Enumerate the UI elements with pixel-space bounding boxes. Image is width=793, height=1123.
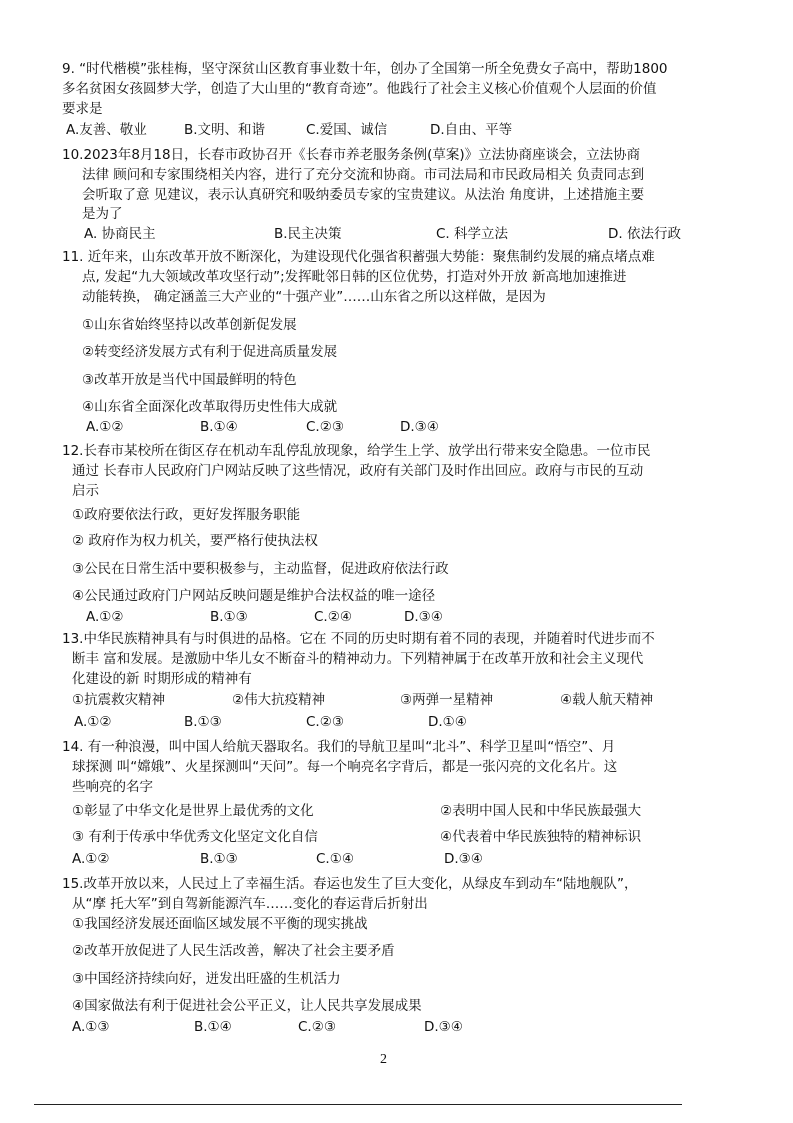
- option-b: B.①④: [200, 419, 238, 435]
- statement-item: ①政府要依法行政，更好发挥服务职能: [72, 507, 301, 523]
- question-stem-line: 些响亮的名字: [72, 779, 153, 795]
- option-a: A. 协商民主: [84, 226, 156, 242]
- option-b: B.文明、和谐: [184, 122, 266, 138]
- question-stem-line: 多名贫困女孩圆梦大学，创造了大山里的“教育奇迹”。他践行了社会主义核心价值观个人层面的价值: [62, 81, 657, 97]
- question-stem-line: 12.长春市某校所在街区存在机动车乱停乱放现象，给学生上学、放学出行带来安全隐患。一位市民: [62, 443, 651, 459]
- option-a: A.①③: [72, 1019, 110, 1035]
- option-c: C.爱国、诚信: [306, 122, 388, 138]
- option-d: D.③④: [400, 419, 439, 435]
- statement-item: ④代表着中华民族独特的精神标识: [440, 829, 642, 845]
- question-stem-line: 动能转换， 确定涵盖三大产业的“十强产业”……山东省之所以这样做，是因为: [82, 289, 546, 305]
- option-d: D.③④: [424, 1019, 463, 1035]
- option-c: C.①④: [316, 851, 354, 867]
- statement-item: ④国家做法有利于促进社会公平正义，让人民共享发展成果: [72, 998, 422, 1014]
- statement-item: ④公民通过政府门户网站反映问题是维护合法权益的唯一途径: [72, 588, 436, 604]
- statement-item: ③ 有利于传承中华优秀文化坚定文化自信: [72, 829, 318, 845]
- option-c: C.②③: [298, 1019, 336, 1035]
- footer-divider: [34, 1104, 682, 1105]
- question-stem-line: 13.中华民族精神具有与时俱进的品格。它在 不同的历史时期有着不同的表现，并随着时代进步而不: [62, 631, 655, 647]
- statement-item: ③中国经济持续向好，迸发出旺盛的生机活力: [72, 971, 341, 987]
- question-stem-line: 是为了: [82, 206, 123, 222]
- statement-item: ①我国经济发展还面临区域发展不平衡的现实挑战: [72, 916, 368, 932]
- page-number: 2: [380, 1052, 387, 1067]
- statement-item: ②转变经济发展方式有利于促进高质量发展: [82, 344, 338, 360]
- option-c: C.②③: [306, 419, 344, 435]
- question-stem-line: 从“摩 托大军”到自驾新能源汽车……变化的春运背后折射出: [72, 896, 428, 912]
- question-stem-line: 15.改革开放以来，人民过上了幸福生活。春运也发生了巨大变化，从绿皮车到动车“陆地舰队”，: [62, 876, 638, 892]
- question-stem-line: 要求是: [62, 101, 103, 117]
- option-d: D. 依法行政: [608, 226, 681, 242]
- option-d: D.③④: [404, 609, 443, 625]
- statement-item: ①抗震救灾精神: [72, 692, 166, 708]
- option-a: A.①②: [72, 851, 110, 867]
- option-a: A.友善、敬业: [66, 122, 147, 138]
- question-stem-line: 10.2023年8月18日，长春市政协召开《长春市养老服务条例(草案)》立法协商座谈会，立法协商: [62, 147, 641, 163]
- statement-item: ②表明中国人民和中华民族最强大: [440, 803, 642, 819]
- question-stem-line: 启示: [72, 483, 99, 499]
- statement-item: ③改革开放是当代中国最鲜明的特色: [82, 372, 297, 388]
- statement-item: ③两弹一星精神: [400, 692, 494, 708]
- question-stem-line: 14. 有一种浪漫，叫中国人给航天器取名。我们的导航卫星叫“北斗”、科学卫星叫“悟空”、月: [62, 739, 616, 755]
- statement-item: ④山东省全面深化改革取得历史性伟大成就: [82, 399, 338, 415]
- statement-item: ③公民在日常生活中要积极参与，主动监督，促进政府依法行政: [72, 561, 449, 577]
- statement-item: ①山东省始终坚持以改革创新促发展: [82, 317, 297, 333]
- question-stem-line: 球探测 叫“嫦娥”、火星探测叫“天问”。每一个响亮名字背后，都是一张闪亮的文化名片。这: [72, 759, 618, 775]
- question-stem-line: 会听取了意 见建议，表示认真研究和吸纳委员专家的宝贵建议。从法治 角度讲，上述措施主要: [82, 187, 645, 203]
- question-stem-line: 通过 长春市人民政府门户网站反映了这些情况，政府有关部门及时作出回应。政府与市民的互动: [72, 463, 644, 479]
- option-b: B.①③: [200, 851, 238, 867]
- option-d: D.①④: [428, 714, 467, 730]
- option-b: B.①③: [210, 609, 248, 625]
- question-stem-line: 9. “时代楷模”张桂梅，坚守深贫山区教育事业数十年，创办了全国第一所全免费女子高中，帮助1800: [62, 61, 668, 77]
- question-stem-line: 断丰 富和发展。是激励中华儿女不断奋斗的精神动力。下列精神属于在改革开放和社会主义现代: [72, 651, 644, 667]
- option-b: B.①③: [184, 714, 222, 730]
- question-stem-line: 11. 近年来，山东改革开放不断深化，为建设现代化强省积蓄强大势能：聚焦制约发展的痛点堵点难: [62, 249, 655, 265]
- statement-item: ② 政府作为权力机关，要严格行使执法权: [72, 533, 318, 549]
- option-a: A.①②: [74, 714, 112, 730]
- option-c: C.②④: [314, 609, 352, 625]
- question-stem-line: 点, 发起“九大领域改革攻坚行动”;发挥毗邻日韩的区位优势，打造对外开放 新高地加速推进: [82, 269, 627, 285]
- option-c: C. 科学立法: [436, 226, 509, 242]
- question-stem-line: 化建设的新 时期形成的精神有: [72, 671, 252, 687]
- option-b: B.民主决策: [274, 226, 342, 242]
- statement-item: ②改革开放促进了人民生活改善，解决了社会主要矛盾: [72, 943, 395, 959]
- option-b: B.①④: [194, 1019, 232, 1035]
- statement-item: ①彰显了中华文化是世界上最优秀的文化: [72, 803, 314, 819]
- option-a: A.①②: [86, 419, 124, 435]
- statement-item: ②伟大抗疫精神: [232, 692, 326, 708]
- option-d: D.③④: [444, 851, 483, 867]
- option-a: A.①②: [86, 609, 124, 625]
- option-c: C.②③: [306, 714, 344, 730]
- option-d: D.自由、平等: [430, 122, 513, 138]
- statement-item: ④载人航天精神: [560, 692, 654, 708]
- question-stem-line: 法律 顾问和专家围绕相关内容，进行了充分交流和协商。市司法局和市民政局相关 负责同志到: [82, 167, 645, 183]
